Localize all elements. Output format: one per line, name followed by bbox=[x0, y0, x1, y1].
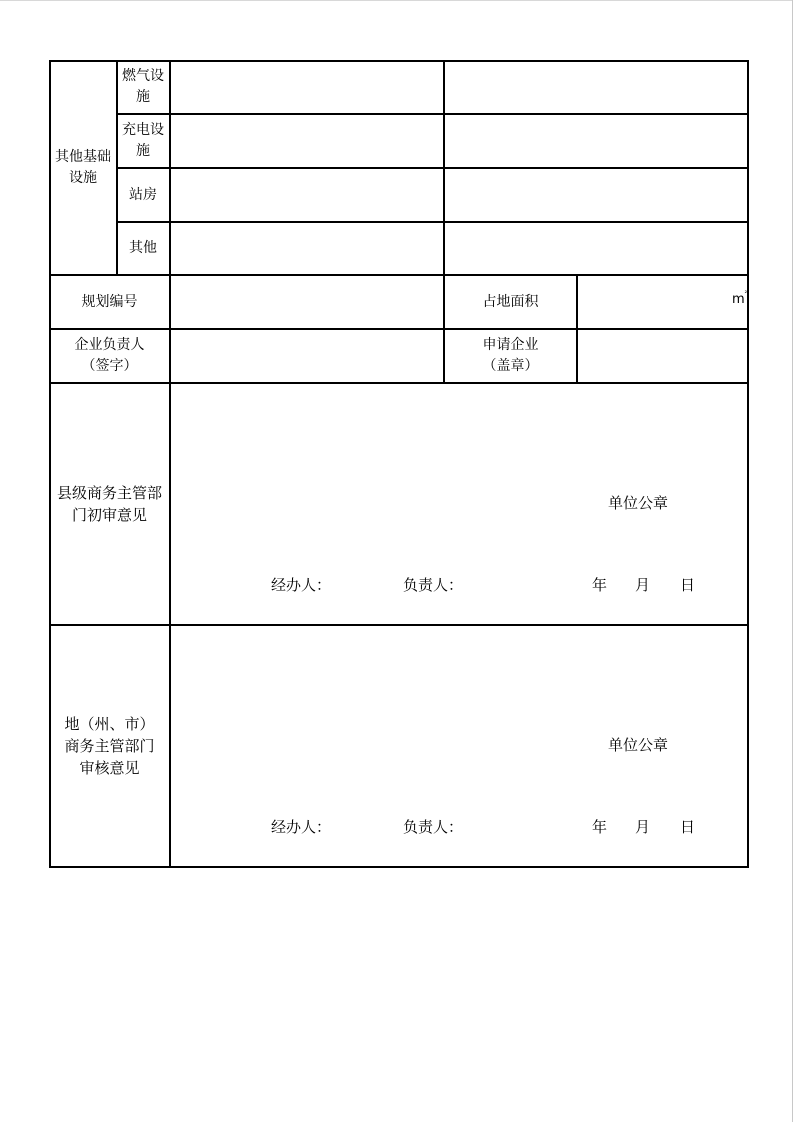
county-date-day: 日 bbox=[680, 576, 696, 594]
gas-facility-label-line: 施 bbox=[136, 89, 150, 105]
prefecture-handler-label: 经办人： bbox=[271, 818, 332, 836]
station-building-label-text: 站房 bbox=[129, 186, 157, 203]
station-building-note-field[interactable] bbox=[445, 169, 747, 221]
county-review-label-line: 县级商务主管部 bbox=[56, 484, 162, 502]
county-review-label-line: 门初审意见 bbox=[71, 506, 147, 524]
county-handler-label: 经办人： bbox=[271, 576, 332, 594]
infrastructure-group-label-line: 设施 bbox=[69, 169, 97, 186]
county-review-label bbox=[50, 384, 169, 624]
prefecture-person-in-charge-label: 负责人： bbox=[403, 818, 464, 836]
other-facility-field[interactable] bbox=[171, 222, 443, 274]
applicant-company-label-line: 申请企业 bbox=[482, 337, 539, 353]
applicant-company-label bbox=[445, 330, 576, 382]
prefecture-review-label-line: 商务主管部门 bbox=[64, 737, 155, 755]
station-building-field[interactable] bbox=[171, 169, 443, 221]
table-border-bottom bbox=[49, 866, 748, 868]
prefecture-date-day: 日 bbox=[680, 818, 696, 836]
other-facility-label-text: 其他 bbox=[129, 239, 157, 256]
enterprise-head-label bbox=[50, 330, 169, 382]
enterprise-head-label-line: （签字） bbox=[81, 358, 138, 374]
plan-number-label-text: 规划编号 bbox=[81, 293, 138, 310]
applicant-company-label-line: （盖章） bbox=[482, 358, 539, 374]
gas-facility-label bbox=[117, 61, 169, 113]
prefecture-seal-label: 单位公章 bbox=[608, 736, 669, 754]
station-building-label bbox=[117, 169, 169, 221]
gas-facility-label-line: 燃气设 bbox=[122, 68, 164, 84]
land-area-label bbox=[445, 276, 576, 328]
applicant-company-seal-field[interactable] bbox=[578, 330, 747, 382]
area-unit-superscript: ² bbox=[744, 290, 748, 297]
infrastructure-group-label bbox=[50, 61, 116, 274]
area-unit-text: m bbox=[732, 292, 745, 307]
other-facility-note-field[interactable] bbox=[445, 222, 747, 274]
prefecture-review-label bbox=[50, 626, 169, 866]
gas-facility-field[interactable] bbox=[171, 61, 443, 113]
area-unit bbox=[732, 292, 747, 307]
table-border-right bbox=[744, 60, 749, 868]
page-edge bbox=[0, 0, 793, 1]
plan-number-label bbox=[50, 276, 169, 328]
prefecture-review-label-line: 地（州、市） bbox=[64, 715, 155, 733]
enterprise-head-signature-field[interactable] bbox=[171, 330, 443, 382]
prefecture-review-label-line: 审核意见 bbox=[79, 759, 140, 777]
land-area-label-text: 占地面积 bbox=[482, 293, 539, 310]
county-date-month: 月 bbox=[635, 576, 651, 594]
gas-facility-note-field[interactable] bbox=[445, 61, 747, 113]
charging-facility-field[interactable] bbox=[171, 115, 443, 167]
charging-facility-label bbox=[117, 115, 169, 167]
charging-facility-label-line: 施 bbox=[136, 143, 150, 159]
prefecture-date-year: 年 bbox=[592, 818, 608, 836]
charging-facility-label-line: 充电设 bbox=[122, 122, 164, 138]
county-seal-label: 单位公章 bbox=[608, 494, 669, 512]
enterprise-head-label-line: 企业负责人 bbox=[74, 337, 145, 353]
other-facility-label bbox=[117, 222, 169, 274]
prefecture-date-month: 月 bbox=[635, 818, 651, 836]
infrastructure-group-label-line: 其他基础 bbox=[55, 148, 111, 165]
county-person-in-charge-label: 负责人： bbox=[403, 576, 464, 594]
plan-number-field[interactable] bbox=[171, 276, 443, 328]
county-date-year: 年 bbox=[592, 576, 608, 594]
charging-facility-note-field[interactable] bbox=[445, 115, 747, 167]
land-area-field[interactable] bbox=[578, 276, 747, 328]
